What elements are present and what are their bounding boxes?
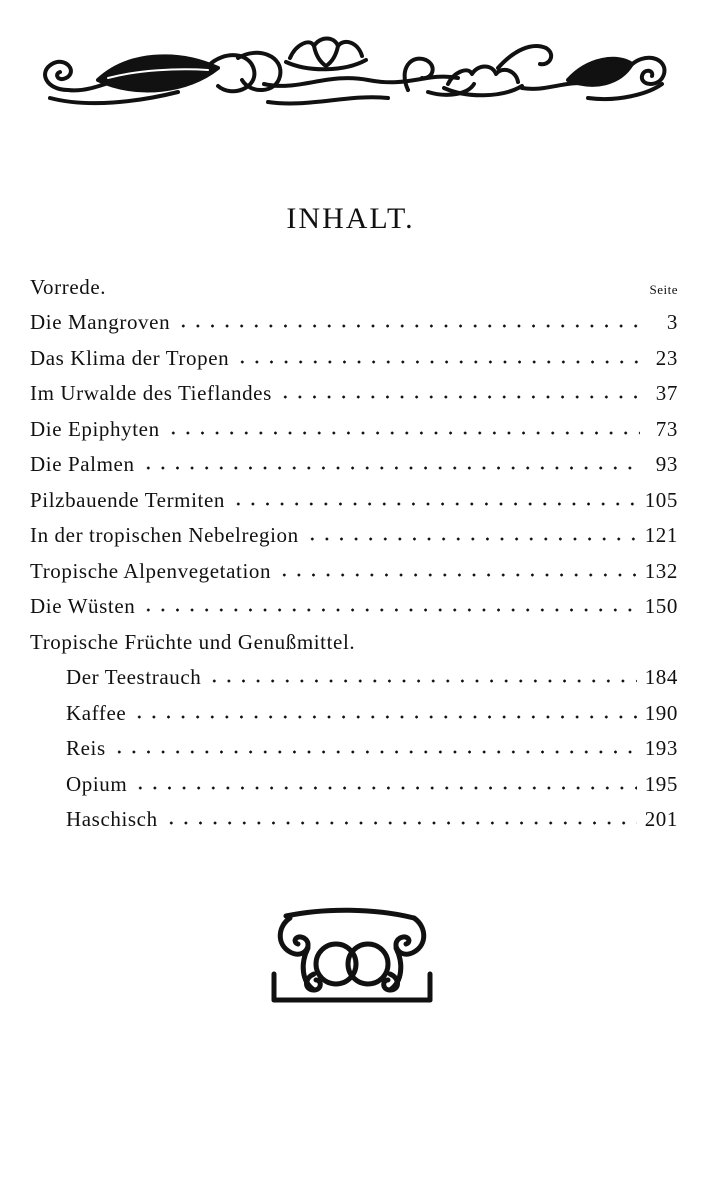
knot-ornament: [264, 904, 440, 1008]
page-column-heading: Seite: [649, 281, 678, 297]
toc-entry-label: Die Mangroven: [30, 310, 171, 334]
page-title: INHALT.: [286, 202, 415, 235]
toc-entry-label: Vorrede.: [30, 274, 107, 299]
toc-entry-label: Pilzbauende Termiten: [30, 487, 226, 512]
toc-subentry: [30, 724, 678, 760]
toc-entry: [30, 511, 678, 547]
toc-subentry: [30, 795, 678, 831]
toc-entry: [30, 440, 678, 476]
toc-entry-label: Die Wüsten: [30, 594, 136, 618]
toc-entry: [30, 404, 678, 440]
toc-entry-label: In der tropischen Nebelregion: [30, 523, 299, 547]
dot-leader: [176, 324, 640, 328]
dot-leader: [112, 750, 637, 754]
toc-entry-label: Kaffee: [66, 700, 127, 725]
toc-entry-label: Haschisch: [66, 807, 158, 831]
toc-entry-label: Im Urwalde des Tieflandes: [30, 381, 272, 405]
toc-entry-page: 37: [655, 381, 678, 405]
toc-entry: [30, 475, 678, 511]
toc-entry-page: 105: [644, 487, 678, 512]
dot-leader: [207, 679, 636, 683]
toc-entry-page: 132: [644, 558, 678, 583]
dot-leader: [231, 502, 637, 506]
toc-entry-page: 93: [655, 452, 678, 476]
dot-leader: [133, 786, 636, 790]
toc-entry: [30, 333, 678, 369]
toc-entry-page: 184: [644, 665, 678, 689]
dot-leader: [141, 608, 636, 612]
toc-entry-page: 23: [655, 345, 678, 370]
toc-entry-label: Das Klima der Tropen: [30, 345, 230, 370]
toc-entry: [30, 369, 678, 405]
toc-entry-page: 190: [644, 700, 678, 725]
toc-entry-page: 150: [644, 594, 678, 618]
toc-subentry: [30, 653, 678, 689]
toc-entry-page: 121: [644, 523, 678, 547]
dot-leader: [132, 715, 636, 719]
dot-leader: [235, 360, 640, 364]
toc-entry: [30, 582, 678, 618]
dot-leader: [164, 821, 637, 825]
toc-entry-page: 195: [644, 771, 678, 796]
toc-entry: [30, 298, 678, 334]
dot-leader: [277, 573, 637, 577]
toc-entry-label: Die Epiphyten: [30, 416, 160, 441]
toc-entry-page: 73: [655, 416, 678, 441]
toc-entry-label: Die Palmen: [30, 452, 135, 476]
toc-subentry: [30, 759, 678, 795]
table-of-contents: [30, 262, 678, 830]
toc-entry-label: Der Teestrauch: [66, 665, 202, 689]
toc-entry-label: Reis: [66, 736, 106, 760]
toc-section-heading: [30, 617, 678, 653]
toc-subentry: [30, 688, 678, 724]
toc-entry-page: 193: [644, 736, 678, 760]
dot-leader: [305, 537, 637, 541]
toc-header-row: [30, 262, 678, 298]
dot-leader: [166, 431, 640, 435]
toc-entry-page: 201: [644, 807, 678, 831]
dot-leader: [278, 395, 640, 399]
toc-entry: [30, 546, 678, 582]
toc-section-label: Tropische Früchte und Genußmittel.: [30, 629, 356, 654]
toc-entry-page: 3: [666, 310, 678, 334]
toc-entry-label: Tropische Alpenvegetation: [30, 558, 272, 583]
toc-entry-label: Opium: [66, 771, 128, 796]
dot-leader: [141, 466, 640, 470]
floral-vine-ornament: [28, 28, 676, 112]
